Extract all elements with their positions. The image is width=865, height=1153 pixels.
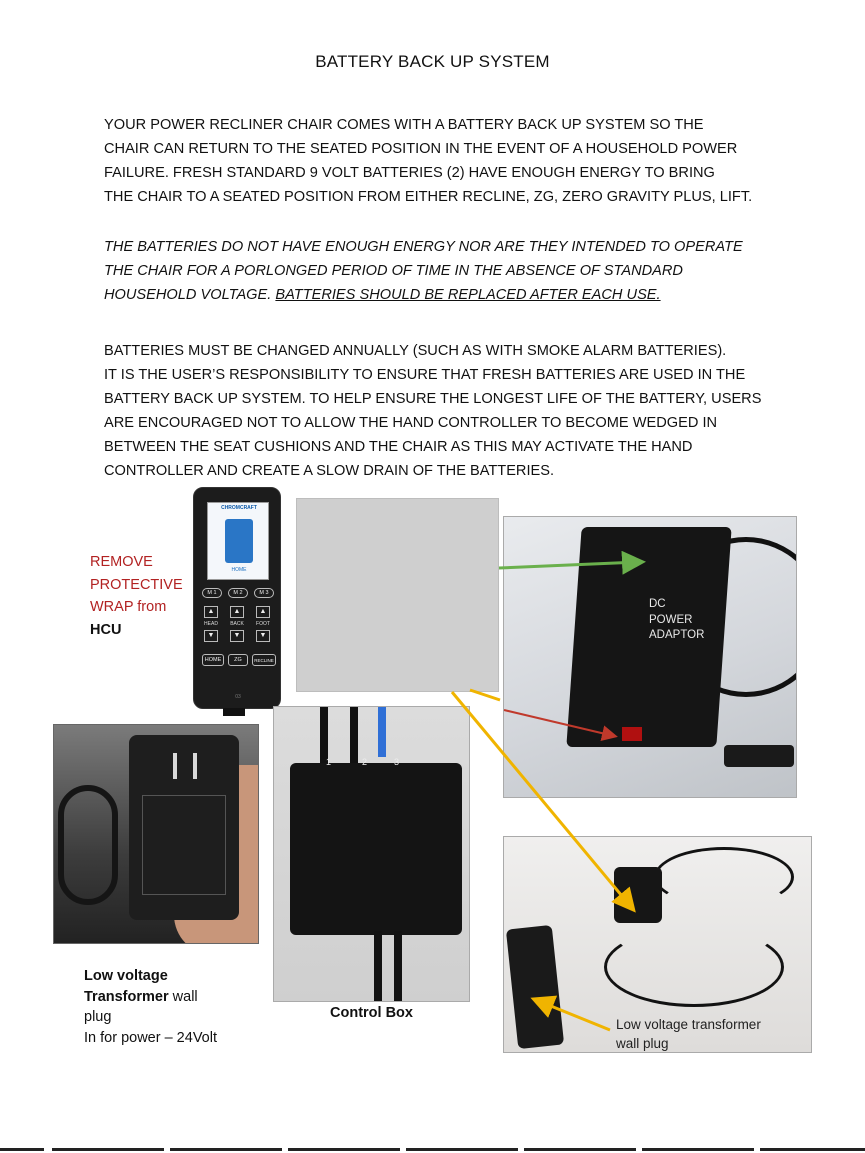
foot-up-icon: ▲ — [256, 606, 270, 618]
footer-bar — [0, 1148, 865, 1153]
setup-caption-line2: wall plug — [616, 1036, 669, 1051]
footer-segment — [406, 1148, 518, 1151]
head-up-icon: ▲ — [204, 606, 218, 618]
green-arrow — [499, 562, 640, 568]
hcu-label-line3: WRAP from — [90, 599, 167, 615]
footer-segment — [0, 1148, 44, 1151]
hcu-label-line4: HCU — [90, 621, 122, 638]
footer-segment — [642, 1148, 754, 1151]
red-arrow-to-battery — [504, 710, 614, 736]
remote-home-button: HOME — [202, 654, 224, 666]
head-label: HEAD — [204, 621, 218, 627]
back-label: BACK — [230, 621, 244, 627]
dc-label-line3: ADAPTOR — [649, 629, 705, 641]
transformer-caption-line4: In for power – 24Volt — [84, 1029, 217, 1046]
footer-segment — [52, 1148, 164, 1151]
footer-segment — [288, 1148, 400, 1151]
dc-label-line1: DC — [649, 598, 666, 610]
foot-down-icon: ▼ — [256, 630, 270, 642]
head-down-icon: ▼ — [204, 630, 218, 642]
remote-recline-button: RECLINE — [252, 654, 276, 666]
warning-text: THE BATTERIES DO NOT HAVE ENOUGH ENERGY NOR ARE THEY INTENDED TO OPERATE THE CHAIR FOR A PORLONGED PERIOD OF TIME IN THE ABSENCE OF STANDARD HOUSEHOLD VOLTAGE. — [104, 239, 743, 303]
port-3-label: 3 — [394, 757, 400, 767]
back-up-icon: ▲ — [230, 606, 244, 618]
dc-label-line2: POWER — [649, 613, 693, 626]
transformer-caption-bold: Transformer — [84, 988, 169, 1005]
intro-paragraph: YOUR POWER RECLINER CHAIR COMES WITH A BATTERY BACK UP SYSTEM SO THE CHAIR CAN RETURN TO THE SEATED POSITION IN THE EVENT OF A HOUSEHOLD POWER FAILURE. FRESH STANDARD 9 VOLT BATTERIES (2) HAVE ENOUGH ENERGY TO BRING THE CHAIR TO A SEATED POSITION FROM EITHER RECLINE, ZG, ZERO GRAVITY PLUS, LIFT. — [104, 117, 753, 205]
replace-batteries-note: BATTERIES SHOULD BE REPLACED AFTER EACH USE. — [275, 287, 661, 303]
yellow-arrow-to-wall-plug — [536, 1000, 610, 1030]
remote-zg-button: ZG — [228, 654, 248, 666]
yellow-arrow-to-cube — [452, 692, 632, 908]
port-1-label: 1 — [326, 757, 332, 767]
footer-segment — [170, 1148, 282, 1151]
foot-label: FOOT — [256, 621, 270, 627]
transformer-caption-line1: Low voltage — [84, 968, 168, 984]
footer-segment — [524, 1148, 636, 1151]
remote-brand-logo: CHROMCRAFT — [221, 505, 257, 511]
remote-m2-button: M 2 — [228, 588, 248, 598]
transformer-caption-rest: wall — [168, 988, 198, 1005]
yellow-arrow-stub — [470, 690, 500, 700]
hcu-label-line2: PROTECTIVE — [90, 576, 183, 593]
remote-m1-button: M 1 — [202, 588, 222, 598]
remote-screen-label: HOME — [231, 567, 247, 573]
control-box-caption: Control Box — [330, 1005, 413, 1021]
setup-caption-line1: Low voltage transformer — [616, 1017, 761, 1032]
remote-m3-button: M 3 — [254, 588, 274, 598]
remote-model-number: 03 — [235, 694, 241, 700]
page-title: BATTERY BACK UP SYSTEM — [315, 52, 550, 71]
footer-segment — [760, 1148, 865, 1151]
back-down-icon: ▼ — [230, 630, 244, 642]
port-2-label: 2 — [362, 757, 368, 767]
hcu-label-line1: REMOVE — [90, 554, 153, 570]
transformer-caption-line3: plug — [84, 1009, 112, 1025]
maintenance-paragraph: BATTERIES MUST BE CHANGED ANNUALLY (SUCH AS WITH SMOKE ALARM BATTERIES). IT IS THE USER’S RESPONSIBILITY TO ENSURE THAT FRESH BATTERIES ARE USED IN THE BATTERY BACK UP SYSTEM. TO HELP ENSURE THE LONGEST LIFE OF THE BATTERY, USERS ARE ENCOURAGED NOT TO ALLOW THE HAND CONTROLLER TO BECOME WEDGED IN BETWEEN THE SEAT CUSHIONS AND THE CHAIR AS THIS MAY ACTIVATE THE HAND CONTROLLER AND CREATE A SLOW DRAIN OF THE BATTERIES. — [104, 343, 762, 479]
